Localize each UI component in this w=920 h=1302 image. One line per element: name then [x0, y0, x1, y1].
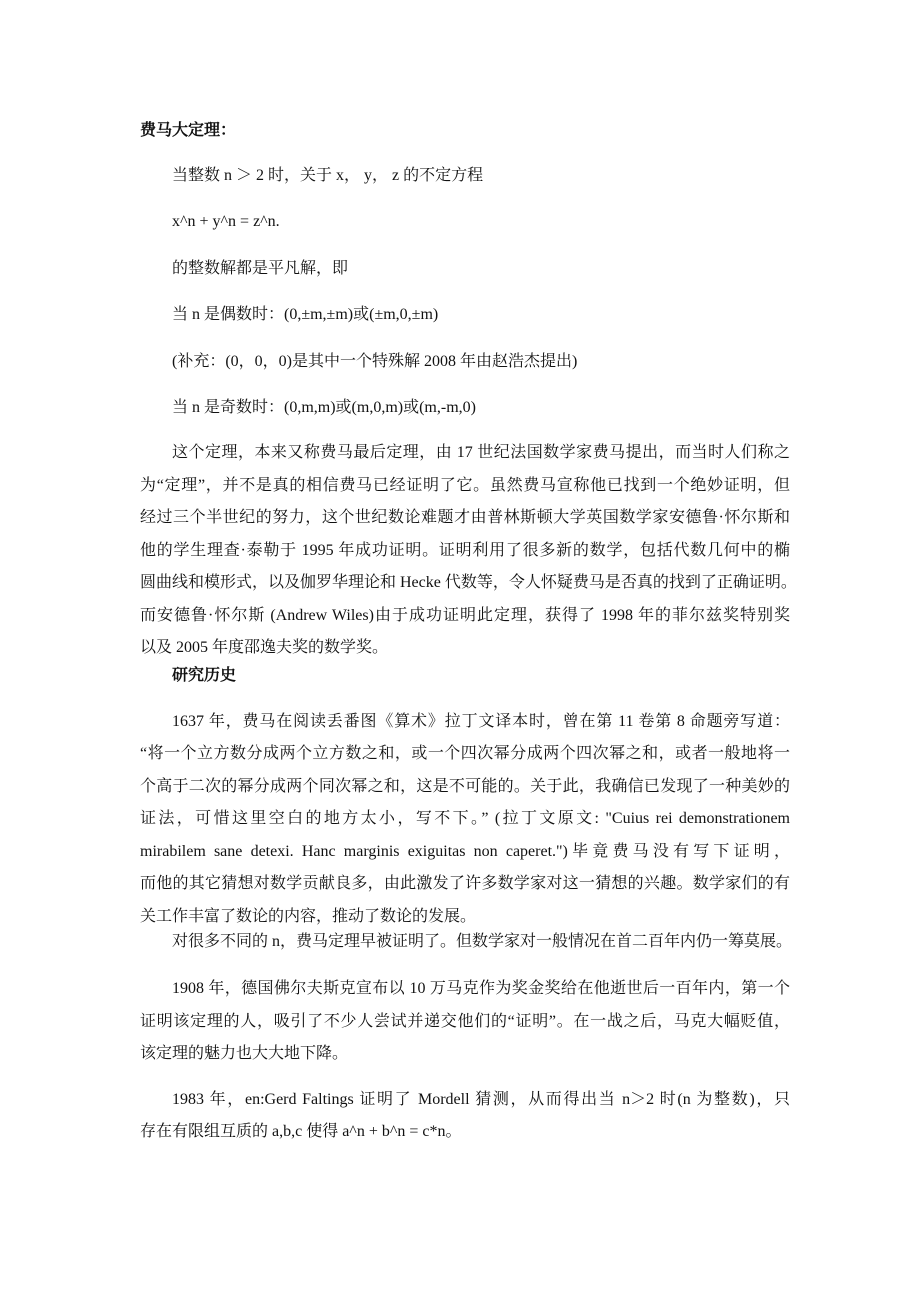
paragraph-line: 而安德鲁·怀尔斯 (Andrew Wiles)由于成功证明此定理，获得了 1998 年的菲尔兹奖特别奖	[140, 607, 790, 624]
paragraph-line: “将一个立方数分成两个立方数之和，或一个四次幂分成两个四次幂之和，或者一般地将一	[140, 745, 790, 762]
paragraph-line: 以及 2005 年度邵逸夫奖的数学奖。	[140, 639, 389, 656]
paragraph-line: 而他的其它猜想对数学贡献良多，由此激发了许多数学家对这一猜想的兴趣。数学家们的有	[140, 875, 790, 892]
paragraph-line: mirabilem sane detexi. Hanc marginis exiguitas non caperet.")毕竟费马没有写下证明，	[140, 843, 790, 860]
paragraph-line: 经过三个半世纪的努力，这个世纪数论难题才由普林斯顿大学英国数学家安德鲁·怀尔斯和	[140, 509, 790, 526]
theorem-line: (补充：(0，0，0)是其中一个特殊解 2008 年由赵浩杰提出)	[172, 353, 578, 370]
paragraph-line: 为“定理”，并不是真的相信费马已经证明了它。虽然费马宣称他已找到一个绝妙证明，但	[140, 477, 790, 494]
paragraph-line: 对很多不同的 n，费马定理早被证明了。但数学家对一般情况在首二百年内仍一筹莫展。	[172, 933, 793, 950]
paragraph-line: 个高于二次的幂分成两个同次幂之和，这是不可能的。关于此，我确信已发现了一种美妙的	[140, 778, 790, 795]
paragraph-line: 1637 年，费马在阅读丢番图《算术》拉丁文译本时，曾在第 11 卷第 8 命题旁写道：	[172, 713, 790, 730]
theorem-line: 当 n 是偶数时：(0,±m,±m)或(±m,0,±m)	[172, 306, 439, 323]
theorem-line: 的整数解都是平凡解，即	[172, 260, 349, 277]
theorem-line: 当整数 n ＞ 2 时，关于 x， y， z 的不定方程	[172, 167, 484, 184]
paragraph-line: 1908 年，德国佛尔夫斯克宣布以 10 万马克作为奖金奖给在他逝世后一百年内，第一个	[172, 980, 790, 997]
paragraph-line: 关工作丰富了数论的内容，推动了数论的发展。	[140, 908, 477, 925]
paragraph-line: 1983 年，en:Gerd Faltings 证明了 Mordell 猜测，从而得出当 n＞2 时(n 为整数)，只	[172, 1091, 790, 1108]
section-heading: 研究历史	[172, 667, 237, 684]
paragraph-line: 这个定理，本来又称费马最后定理，由 17 世纪法国数学家费马提出，而当时人们称之	[172, 444, 790, 461]
paragraph-line: 存在有限组互质的 a,b,c 使得 a^n + b^n = c*n。	[140, 1123, 462, 1140]
paragraph-line: 圆曲线和模形式，以及伽罗华理论和 Hecke 代数等，令人怀疑费马是否真的找到了正确证明。	[140, 574, 797, 591]
theorem-line: 当 n 是奇数时：(0,m,m)或(m,0,m)或(m,-m,0)	[172, 399, 476, 416]
paragraph-line: 证明该定理的人，吸引了不少人尝试并递交他们的“证明”。在一战之后，马克大幅贬值，	[140, 1013, 790, 1030]
paragraph-line: 该定理的魅力也大大地下降。	[140, 1045, 349, 1062]
paragraph-line: 证法，可惜这里空白的地方太小，写不下。” (拉丁文原文: "Cuius rei demonstrationem	[140, 810, 790, 827]
equation: x^n + y^n = z^n.	[172, 213, 280, 230]
page-title: 费马大定理：	[140, 122, 237, 139]
paragraph-line: 他的学生理查·泰勒于 1995 年成功证明。证明利用了很多新的数学，包括代数几何中的椭	[140, 542, 790, 559]
